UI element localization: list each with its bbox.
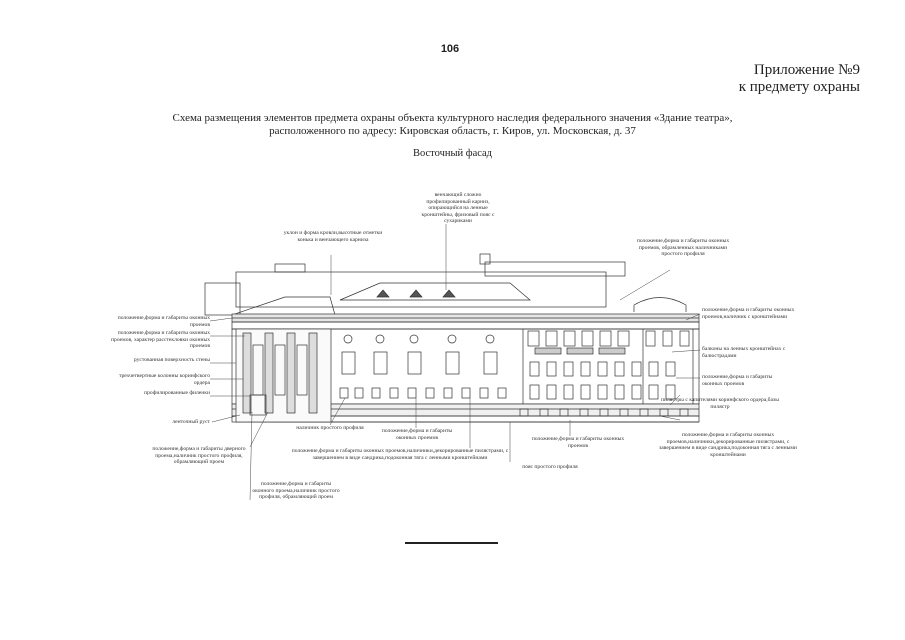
label-door-left: положение,форма и габариты дверного проема,наличник простого профиля, обрамляющий проем (152, 446, 246, 466)
rear-volume (236, 272, 606, 307)
label-windows-right: положение,форма и габариты оконных проемов (702, 374, 773, 387)
title-line-2: расположенного по адресу: Кировская область, г. Киров, ул. Московская, д. 37 (269, 125, 636, 137)
frieze (232, 322, 699, 329)
label-columns: трехчетвертные колонны коринфского ордера (118, 373, 210, 386)
label-rustic-wall: рустованная поверхность стены (133, 357, 210, 363)
appendix-line-1: Приложение №9 (753, 62, 860, 78)
label-pilasters-center: положение,форма и габариты оконных проемов,наличники,декорированные пилястрами, с завершением в виде сандрика,подоконная тяга с ленными кронштейнами (291, 448, 509, 461)
label-plinths: профилированные филенки (144, 390, 210, 396)
label-nalichnik: наличник простого профиля (296, 425, 364, 431)
label-belt: пояс простого профиля (522, 464, 578, 470)
label-bottom-right: положение,форма и габариты оконных проемов,наличники,декорированные пилястрами, с завершением в виде сандрика,подоконная тяга с ленными кронштейнами (659, 432, 797, 458)
label-openings-left-2: положение,форма и габариты оконных проемов, характер расстекловки оконных проемов (111, 330, 210, 350)
label-windows-bottom: положение,форма и габариты оконных проемов (531, 436, 625, 449)
label-door-left-2: положение,форма и габариты оконного проема,наличник простого профиля, обрамляющий проем (252, 481, 340, 501)
label-window-top-right: положение,форма и габариты оконных проемов, обрамленных наличниками простого профиля (636, 238, 730, 258)
signature-line (405, 542, 498, 544)
label-openings-left: положение,форма и габариты оконных проемов (117, 315, 210, 328)
label-cornice: венчающий сложно профилированный карниз, опирающийся на ленные кронштейны, фризовый пояс с сухариками (421, 192, 495, 225)
label-pilasters-right: пилястры с капителями коринфского ордера,базы пилястр (661, 397, 779, 410)
label-windows-center: положение,форма и габариты оконных проемов (381, 428, 453, 441)
appendix-line-2: к предмету охраны (738, 79, 860, 95)
label-balconies: балконы на ленных кронштейнах с балюстрадами (702, 346, 786, 359)
label-roof: уклон и форма кровли,высотные отметки конька и венчающего карниза (283, 230, 383, 243)
stage-tower (485, 262, 625, 276)
page-number: 106 (440, 43, 460, 55)
title-line-1: Схема размещения элементов предмета охраны объекта культурного наследия федерального значения «Здание театра», (172, 112, 733, 124)
facade-title: Восточный фасад (412, 148, 493, 159)
label-basement-rust: ленточный руст (172, 419, 210, 425)
label-right-top: положение,форма и габариты оконных проемов,наличник с кронштейнами (702, 307, 795, 320)
